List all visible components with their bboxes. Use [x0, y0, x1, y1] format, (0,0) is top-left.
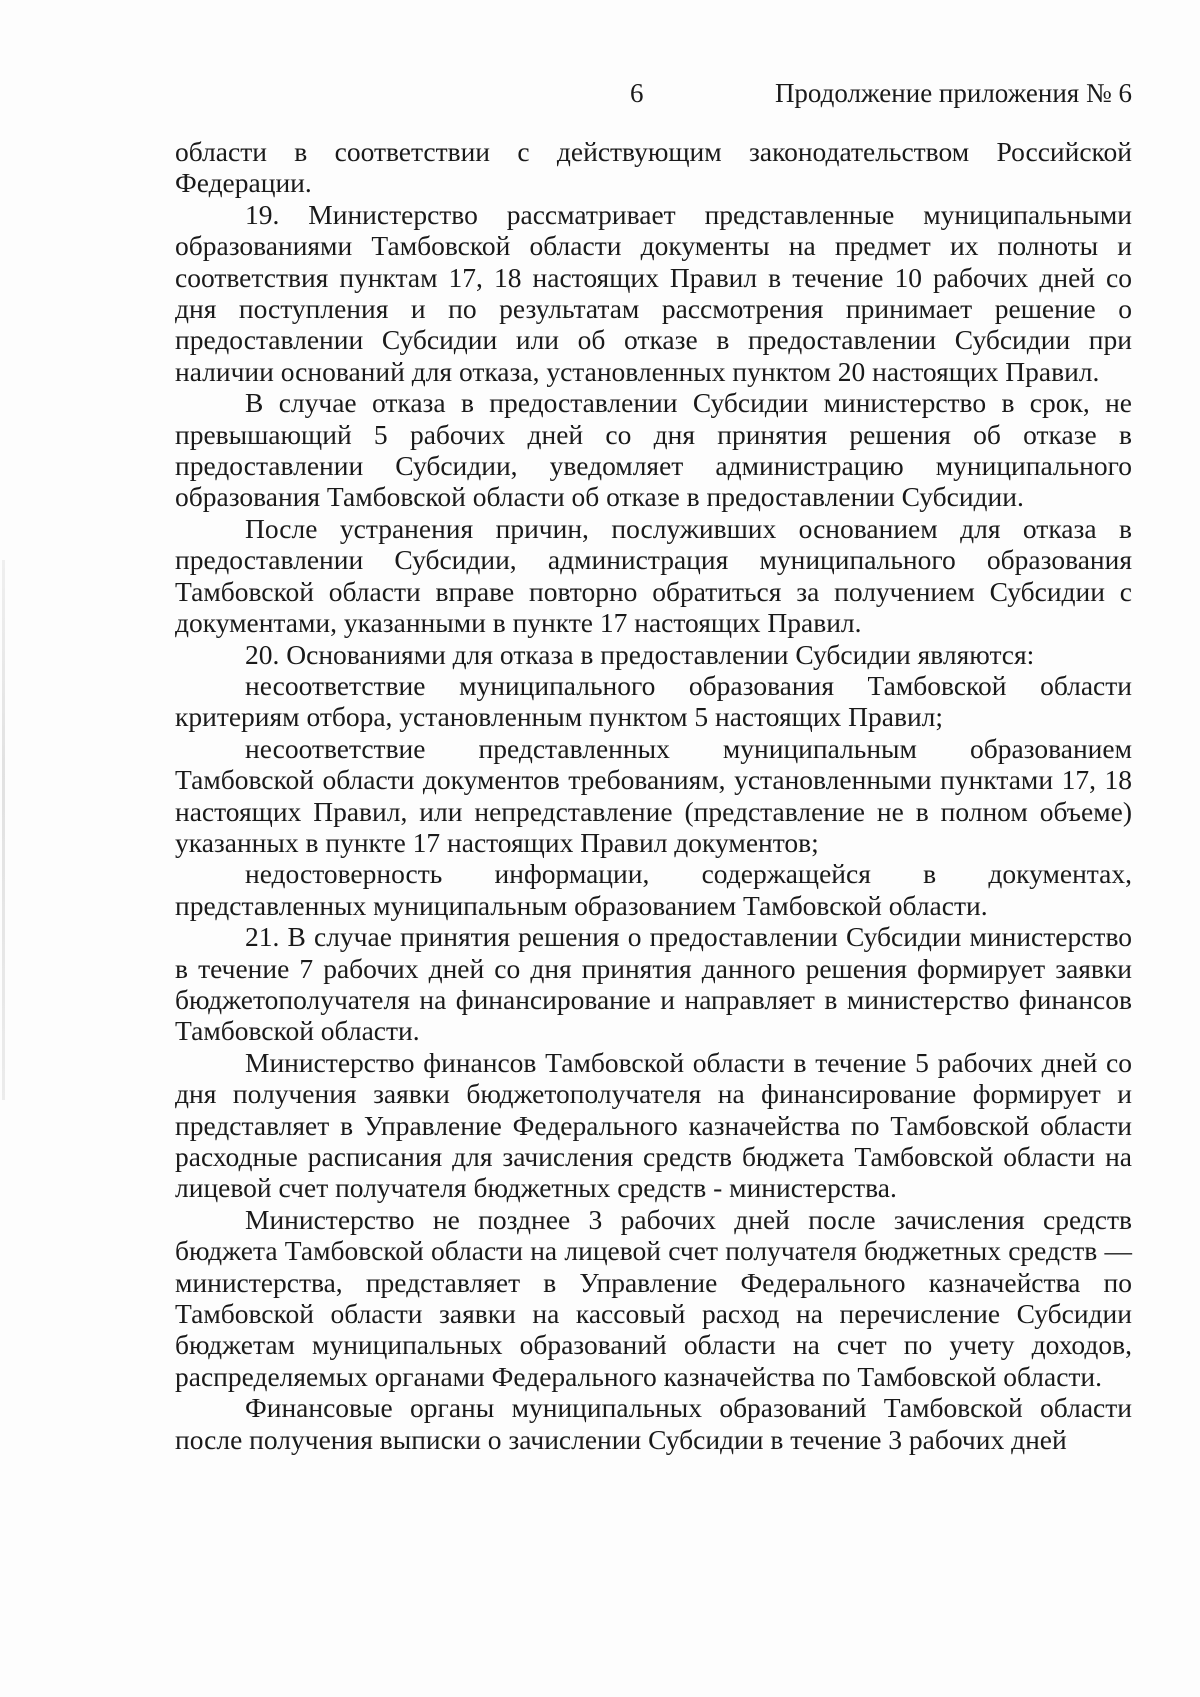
appendix-continuation-label: Продолжение приложения № 6: [774, 78, 1132, 108]
paragraph-resubmission: После устранения причин, послуживших основанием для отказа в предоставлении Субсидии, администрация муниципального образования Тамбовской области вправе повторно обратиться за получением Субсидии с документами, указанными в пункте 17 настоящих Правил.: [175, 512, 1132, 639]
paragraph-refusal-reason-3: недостоверность информации, содержащейся в документах, представленных муниципальным образованием Тамбовской области.: [175, 858, 1132, 921]
paragraph-item-21: 21. В случае принятия решения о предоставлении Субсидии министерство в течение 7 рабочих дней со дня принятия данного решения формирует заявки бюджетополучателя на финансирование и направляет в министерство финансов Тамбовской области.: [175, 921, 1132, 1047]
paragraph-refusal-notice: В случае отказа в предоставлении Субсидии министерство в срок, не превышающий 5 рабочих дней со дня принятия решения об отказе в предоставлении Субсидии, уведомляет администрацию муниципального образования Тамбовской области об отказе в предоставлении Субсидии.: [175, 387, 1132, 513]
paragraph-cash-expense: Министерство не позднее 3 рабочих дней после зачисления средств бюджета Тамбовской области на лицевой счет получателя бюджетных средств — министерства, представляет в Управление Федерального казначейства по Тамбовской области заявки на кассовый расход на перечисление Субсидии бюджетам муниципальных образований области на счет по учету доходов, распределяемых органами Федерального казначейства по Тамбовской области.: [175, 1203, 1132, 1392]
paragraph-continuation: области в соответствии с действующим законодательством Российской Федерации.: [175, 136, 1132, 199]
paragraph-ministry-of-finance: Министерство финансов Тамбовской области в течение 5 рабочих дней со дня получения заявки бюджетополучателя на финансирование формирует и представляет в Управление Федерального казначейства по Тамбовской области расходные расписания для зачисления средств бюджета Тамбовской области на лицевой счет получателя бюджетных средств - министерства.: [175, 1046, 1132, 1204]
document-body: [175, 136, 1132, 1455]
scan-edge-shadow: [2, 560, 5, 1100]
paragraph-refusal-reason-1: несоответствие муниципального образования Тамбовской области критериям отбора, установленным пунктом 5 настоящих Правил;: [175, 669, 1132, 733]
page-header: [0, 78, 1200, 118]
page-number: 6: [630, 78, 644, 108]
paragraph-item-19: 19. Министерство рассматривает представленные муниципальными образованиями Тамбовской области документы на предмет их полноты и соответствия пунктам 17, 18 настоящих Правил в течение 10 рабочих дней со дня поступления и по результатам рассмотрения принимает решение о предоставлении Субсидии или об отказе в предоставлении Субсидии при наличии оснований для отказа, установленных пунктом 20 настоящих Правил.: [175, 198, 1132, 387]
paragraph-refusal-reason-2: несоответствие представленных муниципальным образованием Тамбовской области документов требованиям, установленными пунктами 17, 18 настоящих Правил, или непредставление (представление не в полном объеме) указанных в пункте 17 настоящих Правил документов;: [175, 732, 1132, 858]
paragraph-item-20: 20. Основаниями для отказа в предоставлении Субсидии являются:: [245, 638, 1035, 670]
paragraph-financial-bodies: Финансовые органы муниципальных образований Тамбовской области после получения выписки о зачислении Субсидии в течение 3 рабочих дней: [175, 1392, 1132, 1455]
